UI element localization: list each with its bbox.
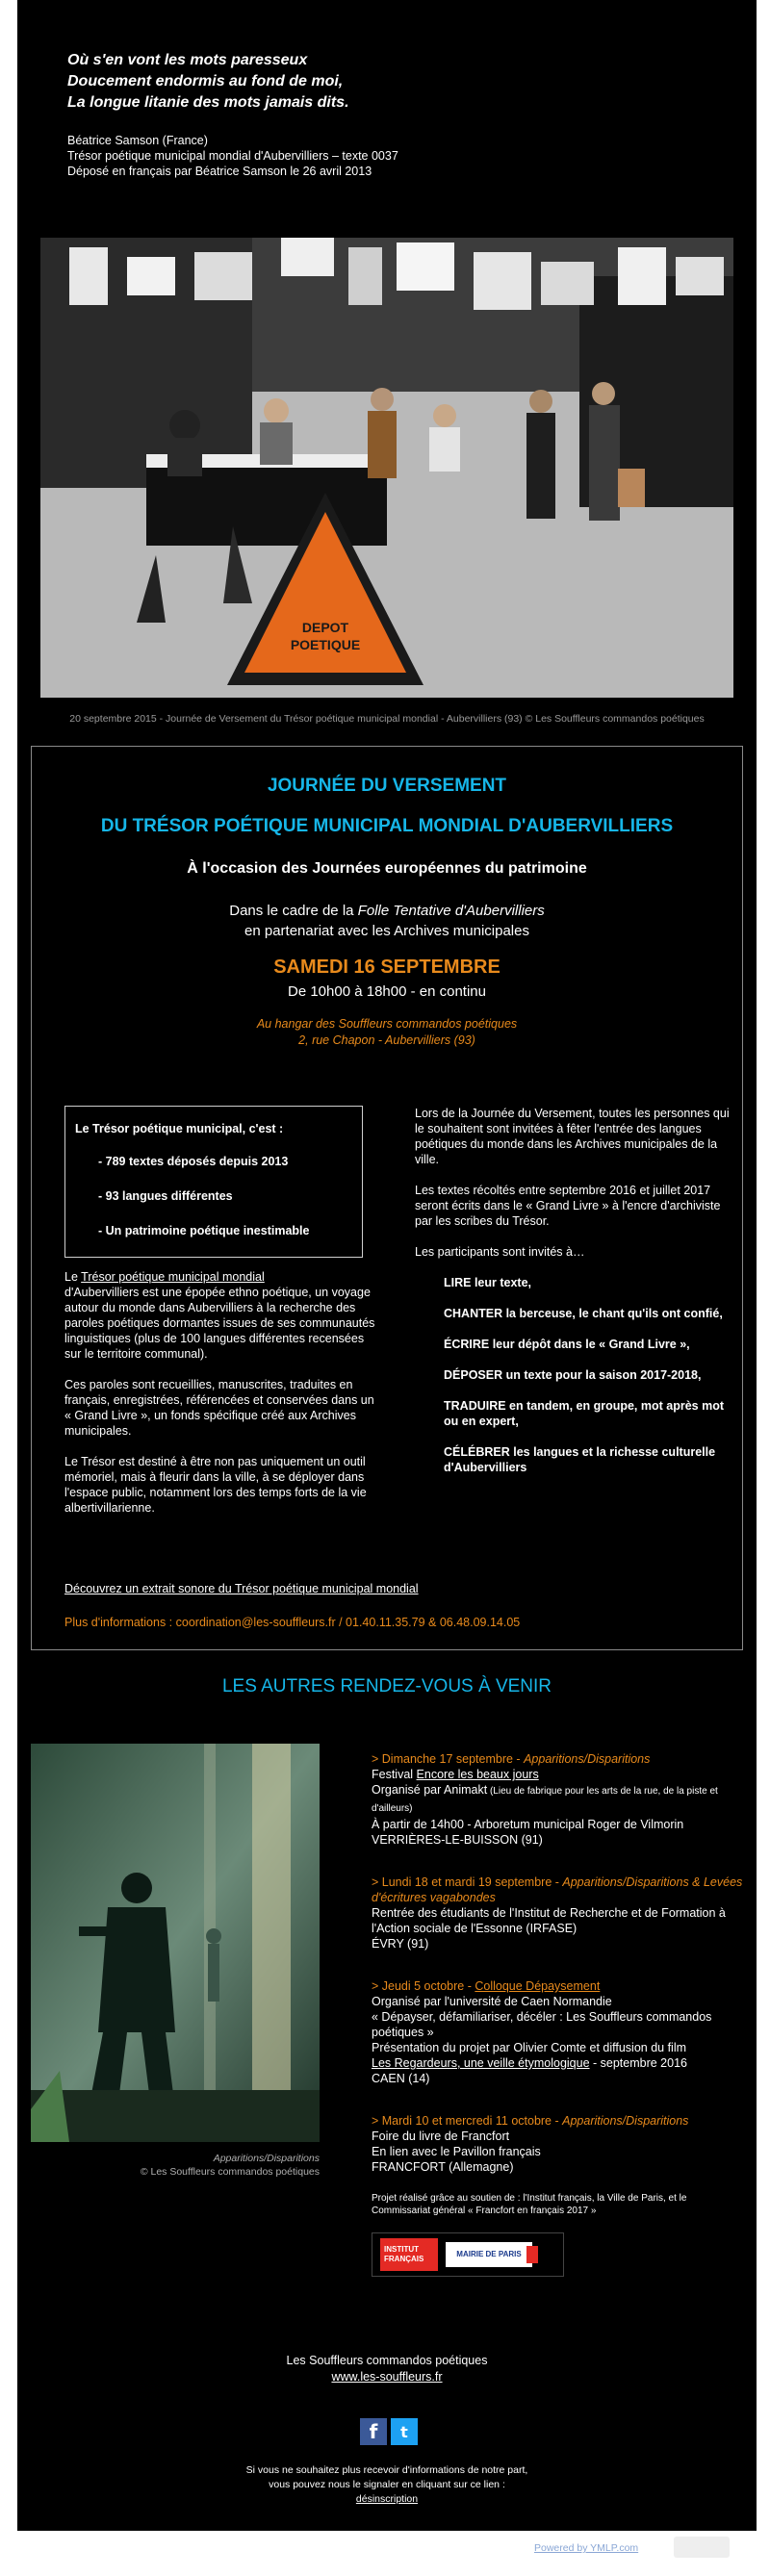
- event-item: > Jeudi 5 octobre - Colloque Dépaysement Organisé par l'université de Caen Normandie « Dépayser, défamiliariser, décéler : Les Souffleurs commandos poétiques » Présentation du projet par Olivier Comte et diffusion du film Les Regardeurs, une veille étymologique - septembre 2016 CAEN (14): [372, 1979, 712, 2085]
- verb-item: CÉLÉBRER les langues et la richesse culturelle d'Aubervilliers: [444, 1445, 716, 1474]
- institut-francais-logo: INSTITUT FRANÇAIS: [380, 2238, 438, 2271]
- event-title-line1: JOURNÉE DU VERSEMENT: [267, 776, 507, 796]
- twitter-icon[interactable]: t: [391, 2418, 418, 2445]
- regardeurs-link[interactable]: Les Regardeurs, une veille étymologique: [372, 2056, 590, 2070]
- verb-item: CHANTER la berceuse, le chant qu'ils ont confié,: [444, 1307, 723, 1320]
- event-item: > Lundi 18 et mardi 19 septembre - Apparitions/Disparitions & Levées d'écritures vagabondes Rentrée des étudiants de l'Institut de Recherche et de Formation à l'Action sociale de l'Essonne (IRFASE) ÉVRY (91): [372, 1875, 743, 1951]
- event-frame: Dans le cadre de la Folle Tentative d'Aubervilliers en partenariat avec les Archives municipales: [229, 903, 545, 939]
- footer-org-name: Les Souffleurs commandos poétiques: [286, 2354, 488, 2367]
- apparitions-caption: Apparitions/Disparitions © Les Souffleurs commandos poétiques: [140, 2153, 320, 2178]
- poem-deposit: Déposé en français par Béatrice Samson le 26 avril 2013: [67, 165, 372, 178]
- unsubscribe-link[interactable]: désinscription: [355, 2493, 419, 2505]
- unsubscribe-block: Si vous ne souhaitez plus recevoir d'informations de notre part, vous pouvez nous le signaler en cliquant sur ce lien : désinscription: [245, 2464, 528, 2505]
- poem-line: Doucement endormis au fond de moi,: [67, 73, 344, 89]
- photo-caption: 20 septembre 2015 - Journée de Versement du Trésor poétique municipal mondial - Aubervilliers (93) © Les Souffleurs commandos poétiques: [69, 713, 705, 725]
- description-p3: Le Trésor est destiné à être non pas uniquement un outil mémoriel, mais à fleurir dans la ville, à se déployer dans l'espace public, notamment lors des temps forts de la vie albertivillarienne.: [64, 1455, 367, 1515]
- description-right: [415, 1106, 732, 1491]
- poem-line: La longue litanie des mots jamais dits.: [67, 94, 349, 111]
- versement-photo: [40, 238, 733, 698]
- stats-item: - Un patrimoine poétique inestimable: [98, 1224, 310, 1237]
- verb-item: LIRE leur texte,: [444, 1276, 531, 1289]
- partner-logos: [372, 2232, 564, 2277]
- event-occasion: À l'occasion des Journées européennes du patrimoine: [187, 860, 587, 877]
- powered-by-link[interactable]: Powered by YMLP.com: [534, 2542, 639, 2554]
- description-p2: Ces paroles sont recueillies, manuscrites, traduites en français, enregistrées, référencées et conservées dans un « Grand Livre », un fonds spécifique créé aux Archives municipales.: [64, 1378, 374, 1438]
- poem-line: Où s'en vont les mots paresseux: [67, 52, 308, 68]
- tresor-link[interactable]: Trésor poétique municipal mondial: [81, 1270, 265, 1284]
- event-date: SAMEDI 16 SEPTEMBRE: [273, 956, 500, 978]
- social-links: [360, 2418, 418, 2445]
- poem-reference: Trésor poétique municipal mondial d'Aubervilliers – texte 0037: [67, 149, 398, 163]
- event-place: Au hangar des Souffleurs commandos poétiques 2, rue Chapon - Aubervilliers (93): [256, 1017, 518, 1047]
- facebook-icon[interactable]: f: [360, 2418, 387, 2445]
- website-link[interactable]: www.les-souffleurs.fr: [331, 2370, 443, 2384]
- contact-info: Plus d'informations : coordination@les-souffleurs.fr / 01.40.11.35.79 & 06.48.09.14.05: [64, 1616, 521, 1629]
- sound-extract-link[interactable]: Découvrez un extrait sonore du Trésor poétique municipal mondial: [64, 1582, 419, 1595]
- apparitions-photo: [31, 1744, 320, 2142]
- verb-list: [444, 1275, 732, 1475]
- verb-item: TRADUIRE en tandem, en groupe, mot après mot ou en expert,: [444, 1399, 725, 1428]
- verb-item: DÉPOSER un texte pour la saison 2017-2018,: [444, 1368, 702, 1382]
- mairie-paris-logo: MAIRIE DE PARIS: [446, 2242, 532, 2267]
- event-item: > Dimanche 17 septembre - Apparitions/Disparitions Festival Encore les beaux jours Organisé par Animakt (Lieu de fabrique pour les arts de la rue, de la piste et d'ailleurs) À partir de 14h00 - Arboretum municipal Roger de Vilmorin VERRIÈRES-LE-BUISSON (91): [372, 1752, 718, 1847]
- sign-line1: DEPOT: [301, 620, 349, 635]
- support-text: Projet réalisé grâce au soutien de : l'Institut français, la Ville de Paris, et le Commissariat général « Francfort en français 2017 »: [372, 2193, 687, 2216]
- newsletter-sheet: [17, 0, 757, 2531]
- poem-author: Béatrice Samson (France): [67, 134, 208, 147]
- right-p2: Les textes récoltés entre septembre 2016 et juillet 2017 seront écrits dans le « Grand Livre » à l'encre d'archiviste par les scribes du Trésor.: [415, 1184, 721, 1228]
- right-p1: Lors de la Journée du Versement, toutes les personnes qui le souhaitent sont invitées à fêter l'entrée des langues poétiques du monde dans les Archives municipales de la ville.: [415, 1107, 730, 1166]
- event-title-line2: DU TRÉSOR POÉTIQUE MUNICIPAL MONDIAL D'AUBERVILLIERS: [100, 816, 674, 836]
- sign-line2: POETIQUE: [290, 637, 361, 652]
- right-p3: Les participants sont invités à…: [415, 1245, 585, 1259]
- others-title: LES AUTRES RENDEZ-VOUS À VENIR: [221, 1676, 552, 1696]
- colloque-link[interactable]: Colloque Dépaysement: [475, 1979, 601, 1993]
- description-left: Le Trésor poétique municipal mondial d'Aubervilliers est une épopée ethno poétique, un voyage autour du monde dans Aubervilliers à la recherche des paroles poétiques dormantes issues de ses communautés linguistiques (plus de 100 langues différentes recensées sur le territoire communal). Ces paroles sont recueillies, manuscrites, traduites en français, enregistrées, référencées et conservées dans un « Grand Livre », un fonds spécifique créé aux Archives municipales. Le Trésor est destiné à être non pas uniquement un outil mémoriel, mais à fleurir dans la ville, à se déployer dans l'espace public, notamment lors des temps forts de la vie albertivillarienne.: [64, 1269, 382, 1531]
- stats-item: - 789 textes déposés depuis 2013: [98, 1155, 289, 1168]
- stats-heading: Le Trésor poétique municipal, c'est :: [75, 1122, 284, 1135]
- events-list: [372, 1751, 747, 2277]
- stats-box: [64, 1106, 363, 1258]
- stats-item: - 93 langues différentes: [98, 1189, 233, 1203]
- event-item: > Mardi 10 et mercredi 11 octobre - Apparitions/Disparitions Foire du livre de Francfort En lien avec le Pavillon français FRANCFORT (Allemagne): [372, 2114, 689, 2174]
- event-box: [31, 746, 743, 1650]
- verb-item: ÉCRIRE leur dépôt dans le « Grand Livre »,: [444, 1338, 690, 1351]
- poem-block: [67, 50, 722, 179]
- footer: [17, 2353, 757, 2385]
- ymlp-logo-icon: [674, 2537, 730, 2558]
- event-hours: De 10h00 à 18h00 - en continu: [288, 983, 486, 1000]
- encore-beaux-jours-link[interactable]: Encore les beaux jours: [416, 1768, 539, 1781]
